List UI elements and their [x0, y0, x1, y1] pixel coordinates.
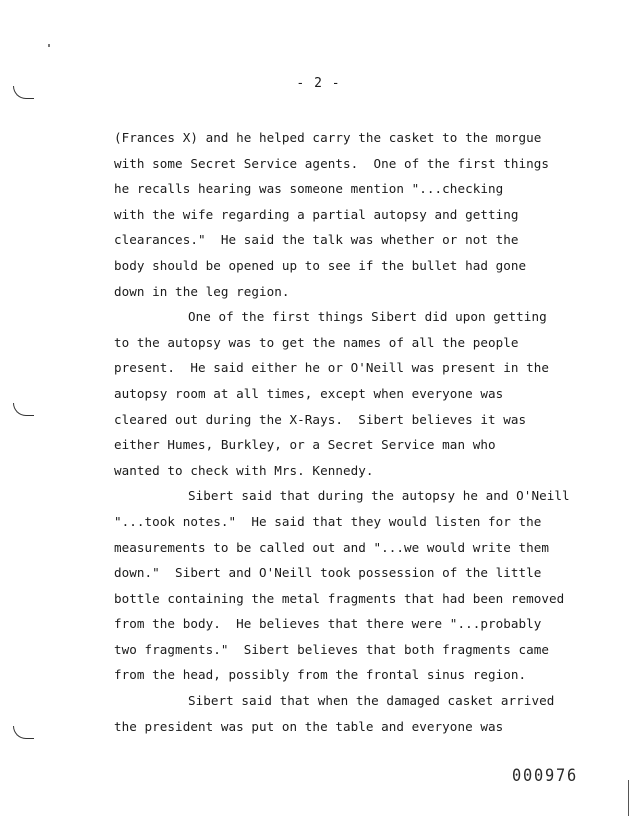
text-line: he recalls hearing was someone mention "...checking [114, 181, 504, 197]
text-line: cleared out during the X-Rays. Sibert believes it was [114, 411, 527, 427]
page-number: - 2 - [296, 76, 341, 91]
text-line: "...took notes." He said that they would listen for the [114, 513, 542, 529]
body-text [114, 125, 584, 739]
text-line: with some Secret Service agents. One of the first things [114, 155, 550, 171]
text-line: bottle containing the metal fragments that had been removed [114, 590, 565, 606]
text-line: to the autopsy was to get the names of all the people [114, 334, 519, 350]
paragraph-start-line: Sibert said that during the autopsy he and O'Neill [188, 488, 570, 504]
document-control-number: 000976 [512, 766, 579, 786]
text-line: down in the leg region. [114, 283, 290, 299]
text-line: the president was put on the table and everyone was [114, 718, 504, 734]
binder-hole-mark [13, 403, 34, 416]
text-line: clearances." He said the talk was whether or not the [114, 232, 519, 248]
text-line: body should be opened up to see if the bullet had gone [114, 257, 527, 273]
text-line: wanted to check with Mrs. Kennedy. [114, 462, 374, 478]
text-line: autopsy room at all times, except when everyone was [114, 385, 504, 401]
paragraph-start-line: One of the first things Sibert did upon getting [188, 309, 547, 325]
scan-speck [48, 44, 50, 47]
text-line: either Humes, Burkley, or a Secret Service man who [114, 437, 496, 453]
binder-hole-mark [13, 726, 34, 739]
text-line: measurements to be called out and "...we would write them [114, 539, 550, 555]
paragraph-start-line: Sibert said that when the damaged casket arrived [188, 693, 555, 709]
text-line: from the head, possibly from the frontal sinus region. [114, 667, 527, 683]
text-line: two fragments." Sibert believes that both fragments came [114, 641, 550, 657]
text-line: with the wife regarding a partial autopsy and getting [114, 206, 519, 222]
text-line: from the body. He believes that there were "...probably [114, 616, 542, 632]
text-line: (Frances X) and he helped carry the casket to the morgue [114, 130, 542, 145]
text-line: down." Sibert and O'Neill took possession of the little [114, 565, 542, 581]
scan-edge-mark [628, 780, 629, 816]
text-line: present. He said either he or O'Neill was present in the [114, 360, 550, 376]
